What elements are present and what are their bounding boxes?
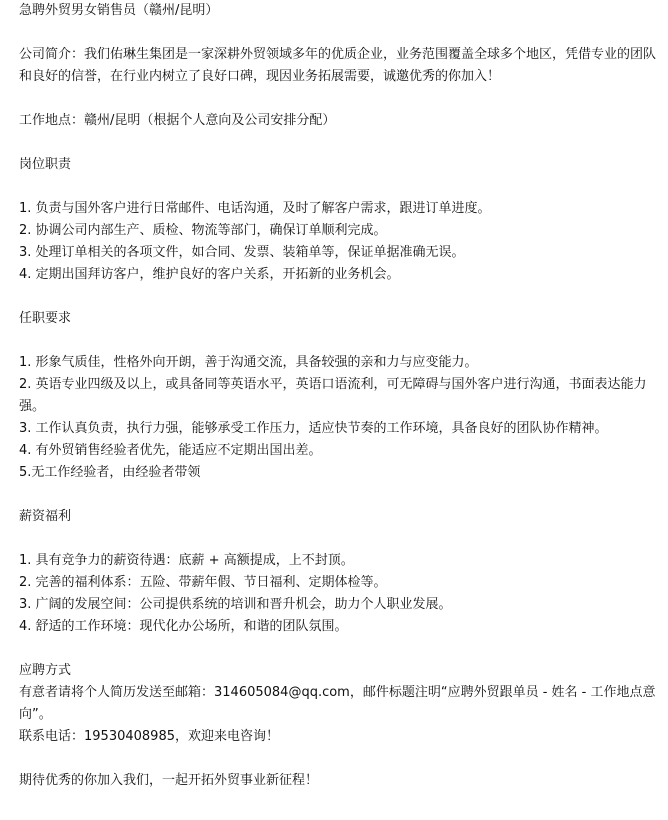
spacer bbox=[19, 638, 656, 660]
duties-heading: 岗位职责 bbox=[19, 157, 72, 172]
spacer bbox=[19, 176, 656, 198]
benefits-list bbox=[19, 550, 656, 638]
list-item: 4. 有外贸销售经验者优先，能适应不定期出国出差。 bbox=[19, 443, 322, 458]
apply-phone-line: 联系电话：19530408985，欢迎来电咨询！ bbox=[19, 729, 279, 744]
list-item: 1. 具有竞争力的薪资待遇：底薪 + 高额提成，上不封顶。 bbox=[19, 553, 354, 568]
spacer bbox=[19, 528, 656, 550]
list-item: 4. 定期出国拜访客户，维护良好的客户关系，开拓新的业务机会。 bbox=[19, 267, 400, 282]
spacer bbox=[19, 286, 656, 308]
list-item: 2. 英语专业四级及以上，或具备同等英语水平，英语口语流利，可无障碍与国外客户进行沟通，书面表达能力强。 bbox=[19, 377, 647, 414]
company-intro: 公司简介：我们佑琳生集团是一家深耕外贸领域多年的优质企业，业务范围覆盖全球多个地区，凭借专业的团队和良好的信誉，在行业内树立了良好口碑，现因业务拓展需要，诚邀优秀的你加入！ bbox=[19, 47, 657, 84]
list-item: 2. 协调公司内部生产、质检、物流等部门，确保订单顺利完成。 bbox=[19, 223, 387, 238]
spacer bbox=[19, 132, 656, 154]
requirements-heading: 任职要求 bbox=[19, 311, 72, 326]
spacer bbox=[19, 88, 656, 110]
spacer bbox=[19, 484, 656, 506]
spacer bbox=[19, 330, 656, 352]
list-item: 1. 形象气质佳，性格外向开朗，善于沟通交流，具备较强的亲和力与应变能力。 bbox=[19, 355, 478, 370]
benefits-heading: 薪资福利 bbox=[19, 509, 72, 524]
work-location: 工作地点：赣州/昆明（根据个人意向及公司安排分配） bbox=[19, 113, 336, 128]
list-item: 4. 舒适的工作环境：现代化办公场所，和谐的团队氛围。 bbox=[19, 619, 348, 634]
list-item: 1. 负责与国外客户进行日常邮件、电话沟通，及时了解客户需求，跟进订单进度。 bbox=[19, 201, 491, 216]
duties-list bbox=[19, 198, 656, 286]
spacer bbox=[19, 22, 656, 44]
apply-heading: 应聘方式 bbox=[19, 663, 72, 678]
closing-line: 期待优秀的你加入我们，一起开拓外贸事业新征程！ bbox=[19, 773, 319, 788]
spacer bbox=[19, 748, 656, 770]
apply-email-line: 有意者请将个人简历发送至邮箱：314605084@qq.com，邮件标题注明“应聘外贸跟单员 - 姓名 - 工作地点意向”。 bbox=[19, 685, 656, 722]
posting-title: 急聘外贸男女销售员（赣州/昆明） bbox=[19, 3, 219, 18]
list-item: 3. 广阔的发展空间：公司提供系统的培训和晋升机会，助力个人职业发展。 bbox=[19, 597, 452, 612]
requirements-list bbox=[19, 352, 656, 484]
list-item: 3. 处理订单相关的各项文件，如合同、发票、装箱单等，保证单据准确无误。 bbox=[19, 245, 465, 260]
list-item: 5.无工作经验者，由经验者带领 bbox=[19, 465, 201, 480]
list-item: 3. 工作认真负责，执行力强，能够承受工作压力，适应快节奏的工作环境，具备良好的团队协作精神。 bbox=[19, 421, 608, 436]
list-item: 2. 完善的福利体系：五险、带薪年假、节日福利、定期体检等。 bbox=[19, 575, 387, 590]
